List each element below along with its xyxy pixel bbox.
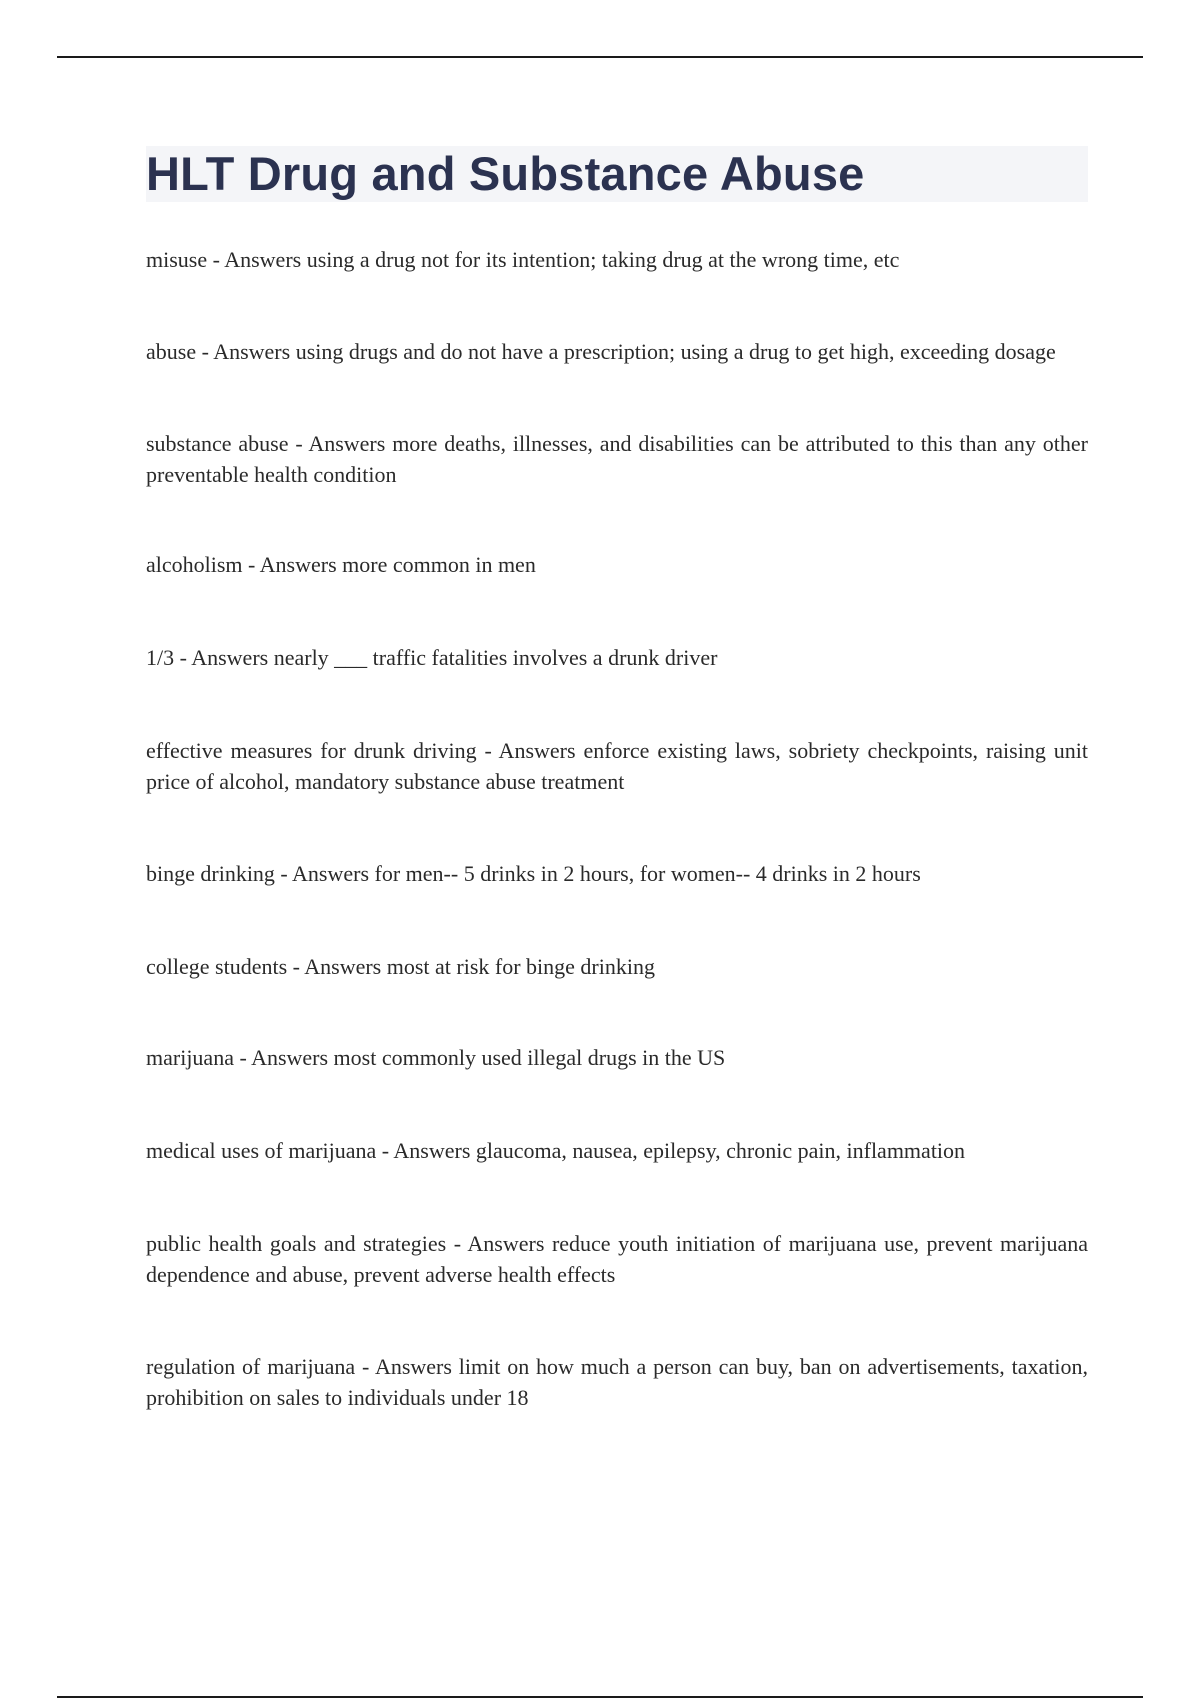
entry-marijuana: marijuana - Answers most commonly used illegal drugs in the US — [146, 1045, 726, 1070]
title-band — [146, 146, 1088, 202]
bottom-rule — [57, 1696, 1143, 1698]
entry-one-third: 1/3 - Answers nearly ___ traffic fatalities involves a drunk driver — [146, 645, 718, 670]
top-rule — [57, 56, 1143, 58]
entry-regulation: regulation of marijuana - Answers limit on how much a person can buy, ban on advertisements, taxation, prohibition on sales to individuals under 18 — [146, 1354, 1088, 1410]
document-title: HLT Drug and Substance Abuse — [146, 147, 865, 200]
entry-misuse: misuse - Answers using a drug not for its intention; taking drug at the wrong time, etc — [146, 247, 900, 272]
entry-abuse: abuse - Answers using drugs and do not have a prescription; using a drug to get high, exceeding dosage — [146, 339, 1056, 364]
entry-alcoholism: alcoholism - Answers more common in men — [146, 552, 536, 577]
entry-drunk-driving-measures: effective measures for drunk driving - Answers enforce existing laws, sobriety checkpoints, raising unit price of alcohol, mandatory substance abuse treatment — [146, 738, 1088, 794]
entry-college-students: college students - Answers most at risk for binge drinking — [146, 954, 655, 979]
entry-list — [146, 244, 1088, 1413]
entry-public-health-goals: public health goals and strategies - Answers reduce youth initiation of marijuana use, prevent marijuana dependence and abuse, prevent adverse health effects — [146, 1231, 1088, 1287]
page-content — [146, 146, 1088, 1413]
entry-substance-abuse: substance abuse - Answers more deaths, illnesses, and disabilities can be attributed to this than any other preventable health condition — [146, 431, 1088, 487]
entry-medical-uses: medical uses of marijuana - Answers glaucoma, nausea, epilepsy, chronic pain, inflammation — [146, 1138, 966, 1163]
entry-binge-drinking: binge drinking - Answers for men-- 5 drinks in 2 hours, for women-- 4 drinks in 2 hours — [146, 861, 921, 886]
